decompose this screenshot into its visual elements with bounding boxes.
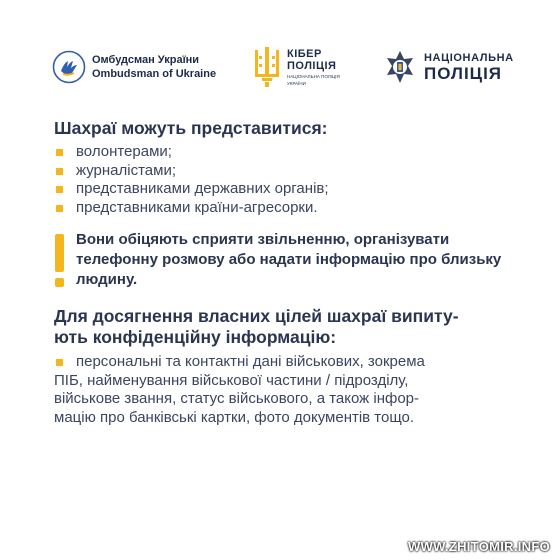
- police-title-1: НАЦІОНАЛЬНА: [424, 51, 514, 64]
- list-item: журналістами;: [54, 162, 514, 181]
- paragraph-line: ПІБ, найменування військової частини / підрозділу,: [54, 371, 409, 389]
- section2-paragraph: [54, 353, 514, 427]
- cyber-sub-1: НАЦІОНАЛЬНА ПОЛІЦІЯ: [287, 74, 340, 79]
- cyberpolice-logo: [252, 44, 340, 90]
- cyber-sub-2: УКРАЇНИ: [287, 81, 306, 86]
- section-confidential-info: [54, 306, 514, 427]
- bullet-square-icon: [56, 205, 63, 212]
- ombudsman-logo: [52, 50, 216, 84]
- logo-bar: [0, 44, 560, 94]
- list-item: представниками країни-агресорки.: [54, 199, 514, 218]
- police-title-2: ПОЛІЦІЯ: [424, 63, 503, 83]
- warning-block: [54, 230, 514, 290]
- national-police-logo: [384, 50, 514, 84]
- section1-heading: Шахраї можуть представитися:: [54, 118, 328, 138]
- police-star-icon: [384, 50, 416, 84]
- section2-heading-line1: Для досягнення власних цілей шахраї випиту-: [54, 306, 459, 326]
- exclamation-icon: [54, 234, 66, 290]
- section-scammers-pose-as: [54, 118, 514, 217]
- paragraph-line: мацію про банківські картки, фото документів тощо.: [54, 408, 415, 426]
- paragraph-line: персональні та контактні дані військових, зокрема: [76, 353, 425, 370]
- list-item: представниками державних органів;: [54, 180, 514, 199]
- paragraph-line: військове звання, статус військового, а також інфор-: [54, 390, 420, 407]
- section2-heading-line2: ють конфіденційну інформацію:: [54, 327, 337, 347]
- ombudsman-name-en: Ombudsman of Ukraine: [92, 68, 217, 80]
- section1-list: [54, 143, 514, 217]
- cyber-title-1: КІБЕР: [287, 48, 322, 60]
- trident-icon: [252, 44, 282, 90]
- ombudsman-hand-icon: [52, 50, 86, 84]
- ombudsman-name-ua: Омбудсман України: [92, 54, 200, 66]
- warning-text: Вони обіцяють сприяти звільненню, організувати телефонну розмову або надати інформацію про близьку людину.: [76, 231, 502, 288]
- bullet-square-icon: [56, 149, 63, 156]
- cyber-title-2: ПОЛІЦІЯ: [287, 60, 337, 72]
- bullet-square-icon: [56, 186, 63, 193]
- bullet-square-icon: [56, 168, 63, 175]
- watermark: WWW.ZHITOMIR.INFO: [407, 539, 550, 554]
- list-item: волонтерами;: [54, 143, 514, 162]
